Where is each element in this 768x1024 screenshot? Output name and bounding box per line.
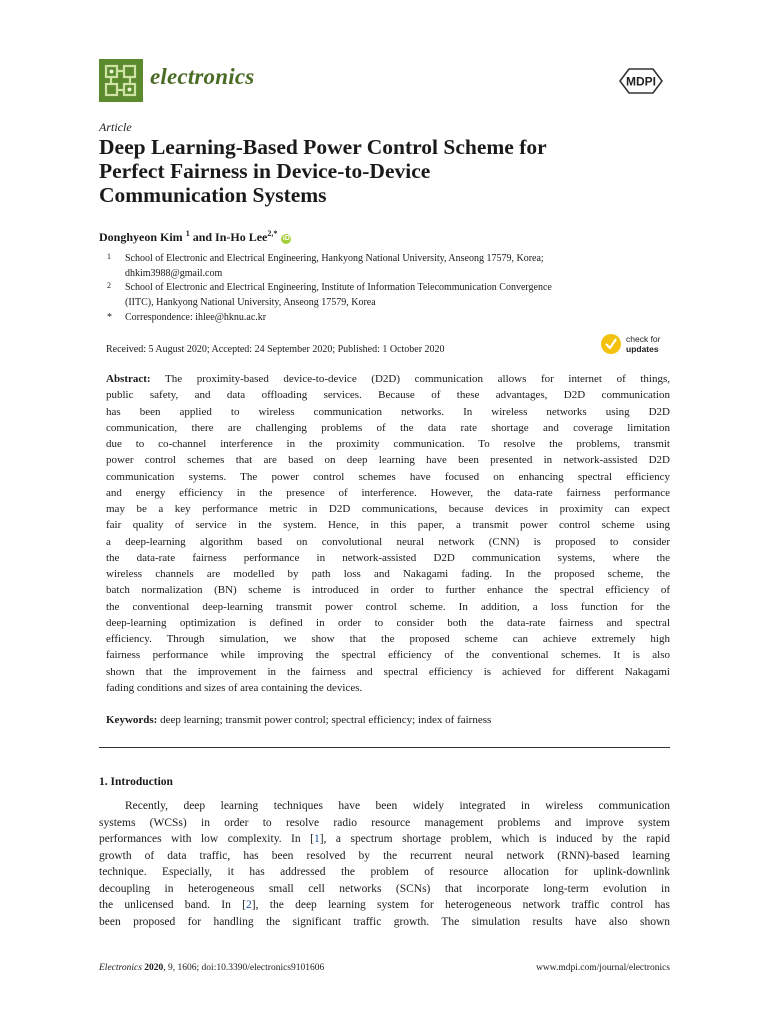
author-affiliation-mark: 1: [185, 229, 190, 238]
check-icon: [601, 334, 621, 354]
author-affiliation-mark: 2,*: [267, 229, 278, 238]
publication-dates: Received: 5 August 2020; Accepted: 24 September 2020; Published: 1 October 2020: [106, 344, 445, 355]
affiliation: [125, 280, 670, 310]
paragraph-text: ], a spectrum shortage problem, which is induced by the rapid: [319, 833, 670, 845]
correspondence-line[interactable]: Correspondence: ihlee@hknu.ac.kr: [125, 312, 267, 323]
footer-journal: Electronics: [99, 963, 142, 973]
paragraph-line: [99, 815, 670, 832]
keywords-label: Keywords:: [106, 714, 158, 726]
abstract-line: efficiency. Through simulation, we show that the proposed scheme can achieve extremely high: [106, 633, 670, 645]
affiliation-line: School of Electronic and Electrical Engineering, Institute of Information Telecommunication Convergence: [125, 282, 552, 293]
paragraph-line: [99, 881, 670, 898]
author-joiner: and: [192, 230, 213, 244]
paragraph-line: [99, 798, 670, 815]
abstract-line: has been applied to wireless communication networks. In wireless networks using D2D: [106, 405, 670, 418]
abstract-line: a deep-learning algorithm based on convolutional neural network (CNN) is proposed to consider: [106, 535, 670, 548]
abstract-line: batch normalization (BN) scheme is introduced in order to further enhance the spectral efficiency of: [106, 584, 670, 597]
abstract-line: communication, there are challenging problems of the data rate shortage and coverage limitation: [106, 421, 670, 434]
author-list: [99, 229, 291, 245]
affiliation-line: School of Electronic and Electrical Engineering, Hankyong National University, Anseong 17579, Korea;: [125, 253, 544, 264]
affiliation: [125, 251, 670, 281]
abstract-line: public safety, and data offloading services. Because of these advantages, D2D communication: [106, 389, 670, 402]
abstract: [106, 371, 670, 696]
abstract-label: Abstract:: [106, 373, 151, 385]
article-type: Article: [99, 120, 132, 134]
abstract-line: communication systems. The power control schemes have focused on enhancing spectral efficiency: [106, 470, 670, 483]
paragraph-text: been proposed for handling the significant traffic growth. The simulation results have also shown: [99, 915, 670, 928]
citation-footer: [99, 963, 324, 973]
paper-title: [99, 135, 659, 207]
affiliation-email[interactable]: dhkim3988@gmail.com: [125, 268, 223, 279]
paragraph-text: Recently, deep learning techniques have been widely integrated in wireless communication: [125, 800, 670, 812]
abstract-line: [106, 371, 670, 387]
keywords-text: deep learning; transmit power control; spectral efficiency; index of fairness: [160, 714, 492, 726]
affiliation-mark: 1: [107, 252, 111, 261]
keywords: [106, 714, 491, 726]
paragraph-line: [99, 897, 670, 914]
abstract-line: may be a key performance metric in D2D communications, because devices in proximity can expect: [106, 503, 670, 515]
section-heading: 1. Introduction: [99, 776, 173, 788]
introduction-body: [99, 798, 670, 930]
journal-name: electronics: [150, 64, 255, 89]
publisher-name: MDPI: [626, 74, 656, 89]
paragraph-text: decoupling in heterogeneous small cell networks (SCNs) that incorporate long-term evolution in: [99, 882, 670, 895]
abstract-line: due to co-channel interference in the proximity communication. To resolve the problems, transmit: [106, 438, 670, 450]
author-name: In-Ho Lee: [215, 230, 268, 244]
paragraph-text: ], the deep learning system for heterogeneous network traffic control has: [251, 899, 670, 911]
paragraph-line: [99, 848, 670, 865]
check-updates-line: updates: [626, 344, 659, 354]
paragraph-text: the unlicensed band. In [: [99, 899, 247, 911]
title-line: Communication Systems: [99, 183, 327, 207]
abstract-line: and energy efficiency in the presence of interference. However, the data-rate fairness performance: [106, 486, 670, 499]
abstract-line: the conventional deep-learning transmit power control scheme. In addition, a loss function for the: [106, 600, 670, 613]
paragraph-text: systems (WCSs) in order to resolve radio resource management problems and improve system: [99, 816, 670, 829]
paragraph-text: growth of data traffic, has been resolved by the recurrent neural network (RNN)-based learning: [99, 849, 670, 862]
affiliation-line: (IITC), Hankyong National University, Anseong 17579, Korea: [125, 297, 376, 308]
paragraph-line: [99, 914, 670, 931]
publisher-logo: [612, 66, 670, 96]
author-name: Donghyeon Kim: [99, 230, 183, 244]
citation-link[interactable]: 1: [313, 833, 320, 845]
paragraph-text: performances with low complexity. In [: [99, 833, 314, 845]
paragraph-line: [99, 864, 670, 881]
check-updates-line: check for: [626, 334, 661, 344]
abstract-line: power control schemes that are based on deep learning have been presented in network-assisted D2D: [106, 454, 670, 467]
journal-url[interactable]: www.mdpi.com/journal/electronics: [536, 963, 670, 973]
affiliation-mark: *: [107, 312, 112, 323]
abstract-line: fairness performance while improving the spectral efficiency of the conventional schemes. It is also: [106, 649, 670, 662]
orcid-icon[interactable]: iD: [282, 235, 290, 242]
journal-logo-icon: [99, 59, 143, 102]
abstract-line: deep-learning optimization is defined in order to consider both the data-rate fairness and spectral: [106, 616, 670, 629]
abstract-line: the data-rate fairness performance in network-assisted D2D communication systems, where the: [106, 551, 670, 564]
abstract-line: shown that the improvement in the fairness and spectral efficiency is achieved for different Nakagami: [106, 665, 670, 678]
paragraph-text: technique. Especially, it has addressed the problem of resource allocation for uplink-downlink: [99, 866, 670, 878]
affiliation-mark: 2: [107, 281, 111, 290]
abstract-line: fair quality of service in the system. Hence, in this paper, a transmit power control scheme using: [106, 519, 670, 532]
correspondence: [125, 310, 670, 325]
section-divider: [99, 747, 670, 748]
abstract-line: wireless channels are modelled by path loss and Nakagami fading. In the proposed scheme, the: [106, 568, 670, 580]
abstract-text: The proximity-based device-to-device (D2D) communication allows for internet of things,: [165, 373, 670, 385]
paragraph-line: [99, 831, 670, 848]
title-line: Deep Learning-Based Power Control Scheme for: [99, 135, 547, 159]
abstract-line: fading conditions and sizes of area containing the devices.: [106, 681, 363, 694]
check-for-updates-badge[interactable]: [600, 331, 672, 357]
citation-link[interactable]: 2: [246, 899, 252, 911]
footer-doi: , 9, 1606; doi:10.3390/electronics9101606: [163, 963, 325, 973]
title-line: Perfect Fairness in Device-to-Device: [99, 159, 431, 183]
footer-year: 2020: [144, 963, 164, 973]
